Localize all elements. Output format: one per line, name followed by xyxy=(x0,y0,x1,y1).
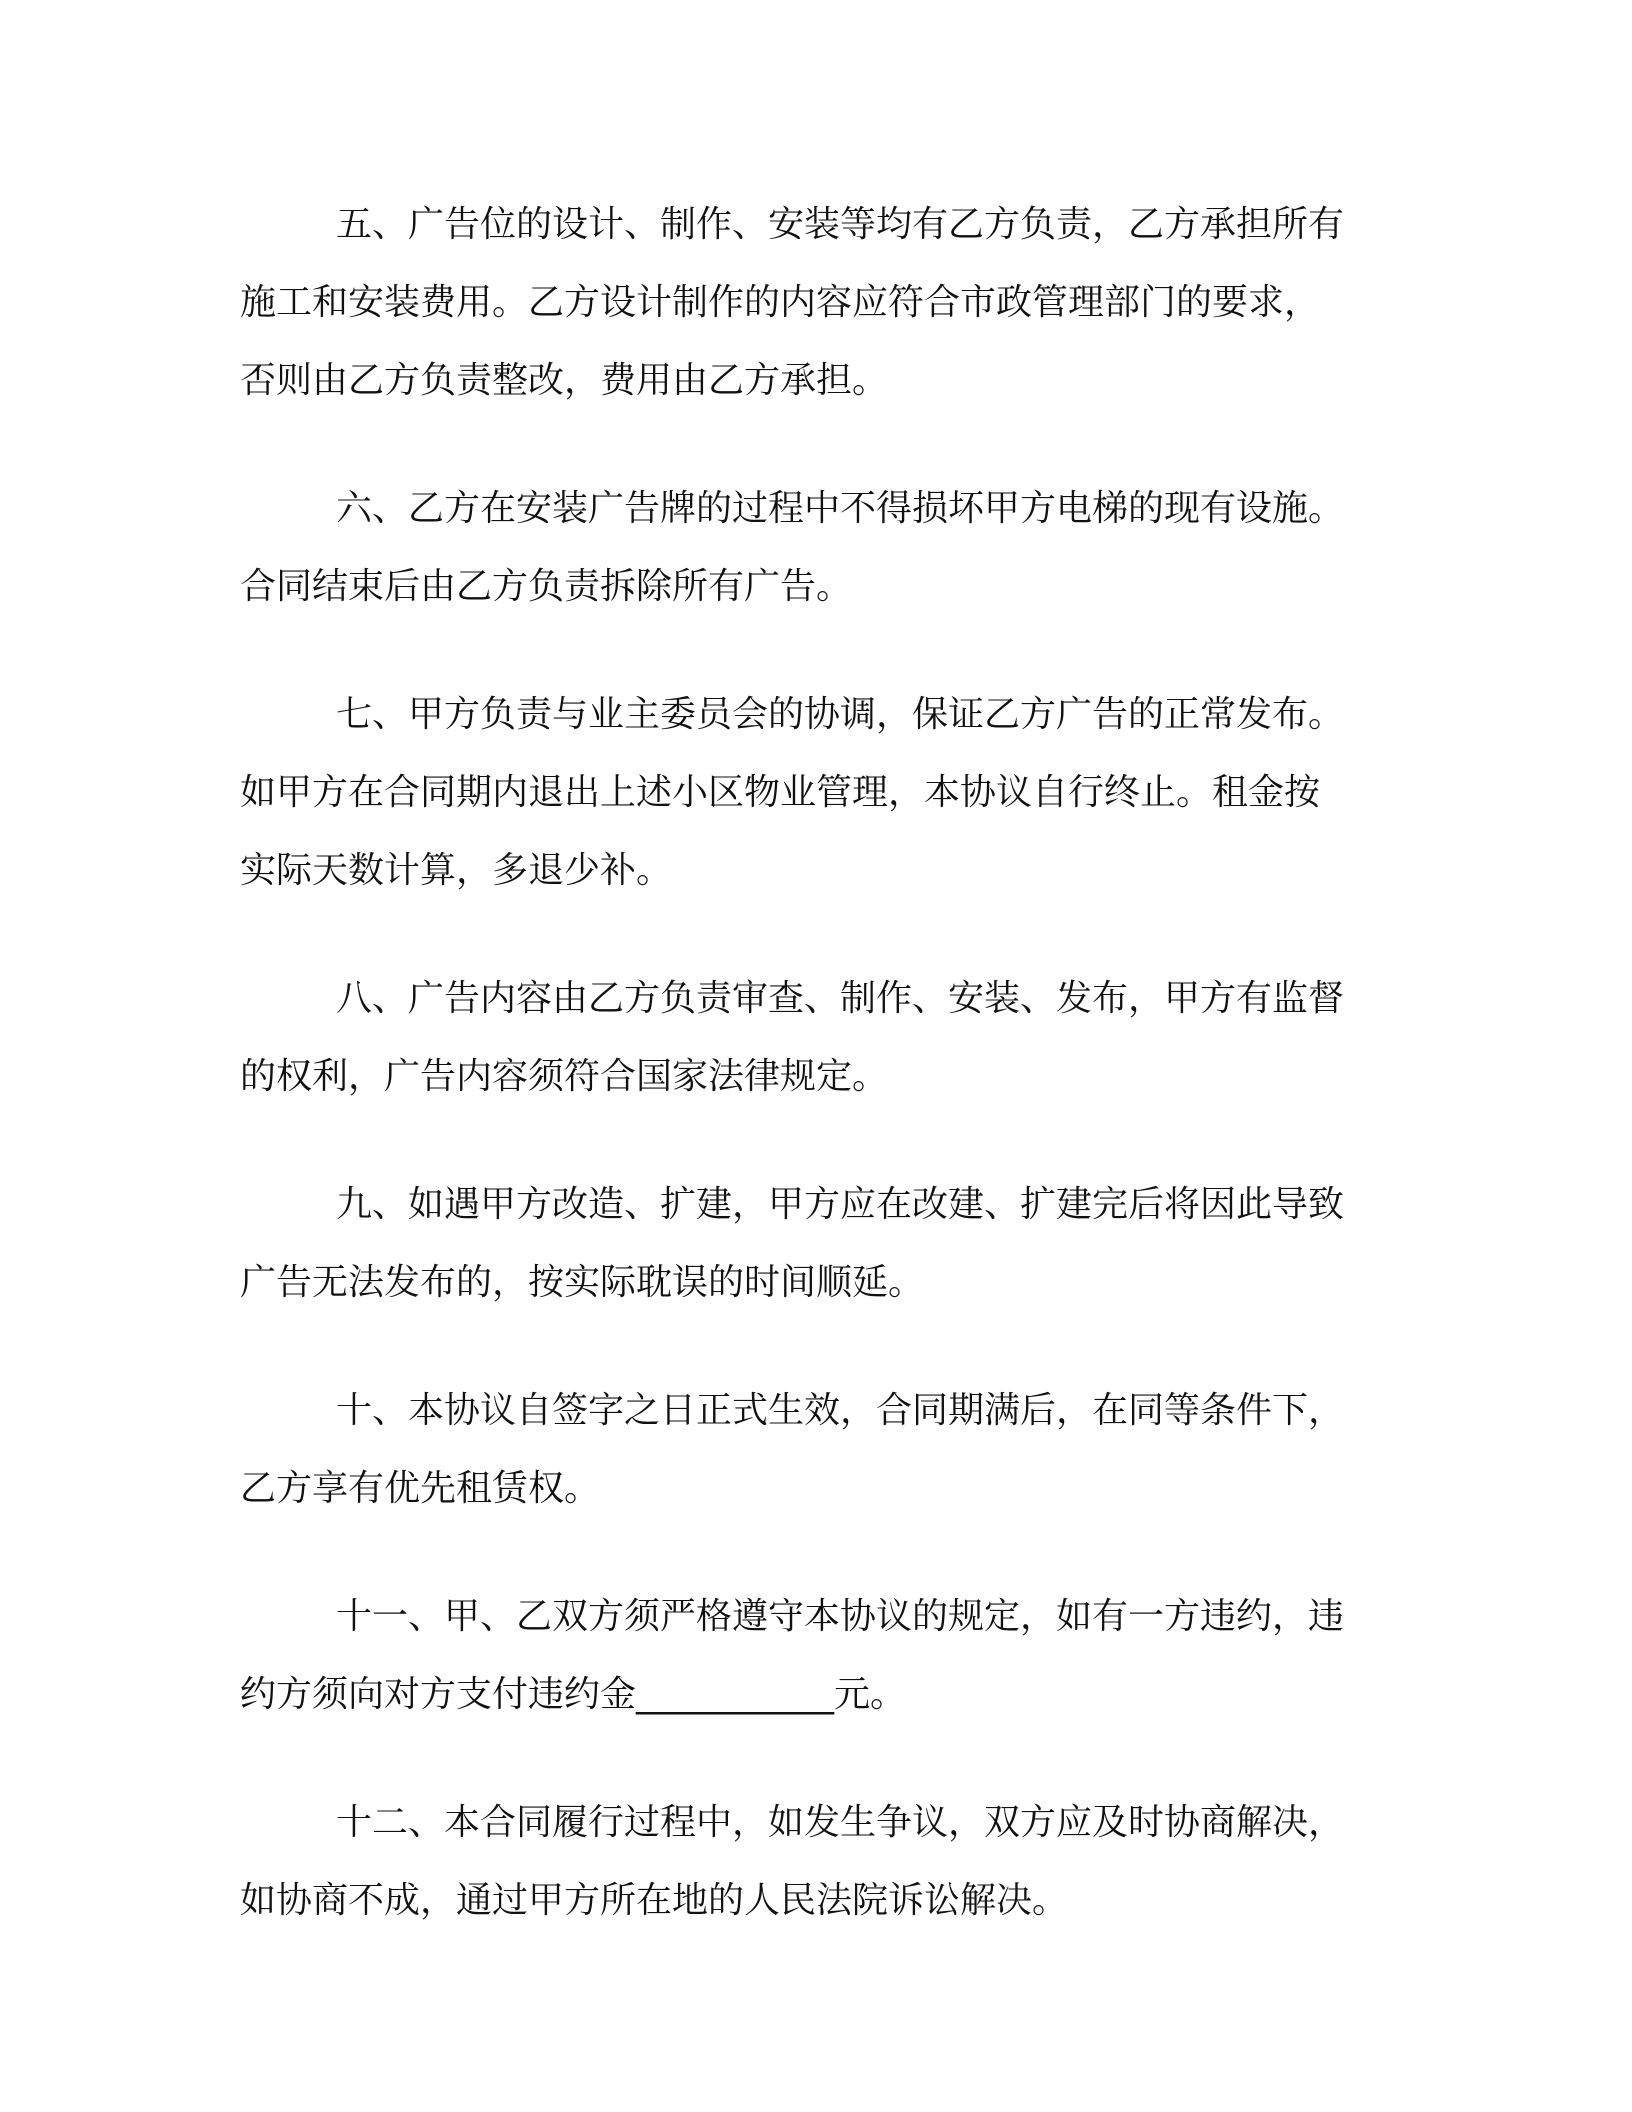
clause-7 xyxy=(240,676,1380,910)
clause-6 xyxy=(240,470,1380,626)
clause-5-line-3: 否则由乙方负责整改，费用由乙方承担。 xyxy=(240,360,889,401)
clause-7-line-1: 七、甲方负责与业主委员会的协调，保证乙方广告的正常发布。 xyxy=(336,694,1345,735)
clause-7-line-3: 实际天数计算，多退少补。 xyxy=(240,850,673,891)
clause-11-line-2: 约方须向对方支付违约金___________元。 xyxy=(240,1674,907,1715)
clause-6-line-2: 合同结束后由乙方负责拆除所有广告。 xyxy=(240,566,853,607)
clause-11 xyxy=(240,1578,1380,1734)
clause-5-line-2: 施工和安装费用。乙方设计制作的内容应符合市政管理部门的要求， xyxy=(240,282,1321,323)
clause-6-line-1: 六、乙方在安装广告牌的过程中不得损坏甲方电梯的现有设施。 xyxy=(336,488,1345,529)
clause-11-line-1: 十一、甲、乙双方须严格遵守本协议的规定，如有一方违约，违 xyxy=(336,1596,1345,1637)
clause-7-line-2: 如甲方在合同期内退出上述小区物业管理，本协议自行终止。租金按 xyxy=(240,772,1321,813)
document-body xyxy=(240,186,1380,1990)
clause-5-line-1: 五、广告位的设计、制作、安装等均有乙方负责，乙方承担所有 xyxy=(336,204,1345,245)
clause-12-line-2: 如协商不成，通过甲方所在地的人民法院诉讼解决。 xyxy=(240,1880,1069,1921)
clause-5 xyxy=(240,186,1380,420)
clause-8-line-2: 的权利，广告内容须符合国家法律规定。 xyxy=(240,1056,889,1097)
clause-10 xyxy=(240,1372,1380,1528)
clause-12-line-1: 十二、本合同履行过程中，如发生争议，双方应及时协商解决， xyxy=(336,1802,1345,1843)
clause-9-line-2: 广告无法发布的，按实际耽误的时间顺延。 xyxy=(240,1262,925,1303)
clause-8 xyxy=(240,960,1380,1116)
clause-9 xyxy=(240,1166,1380,1322)
clause-8-line-1: 八、广告内容由乙方负责审查、制作、安装、发布，甲方有监督 xyxy=(336,978,1345,1019)
clause-12 xyxy=(240,1784,1380,1940)
clause-10-line-1: 十、本协议自签字之日正式生效，合同期满后，在同等条件下， xyxy=(336,1390,1345,1431)
clause-10-line-2: 乙方享有优先租赁权。 xyxy=(240,1468,601,1509)
clause-9-line-1: 九、如遇甲方改造、扩建，甲方应在改建、扩建完后将因此导致 xyxy=(336,1184,1345,1225)
